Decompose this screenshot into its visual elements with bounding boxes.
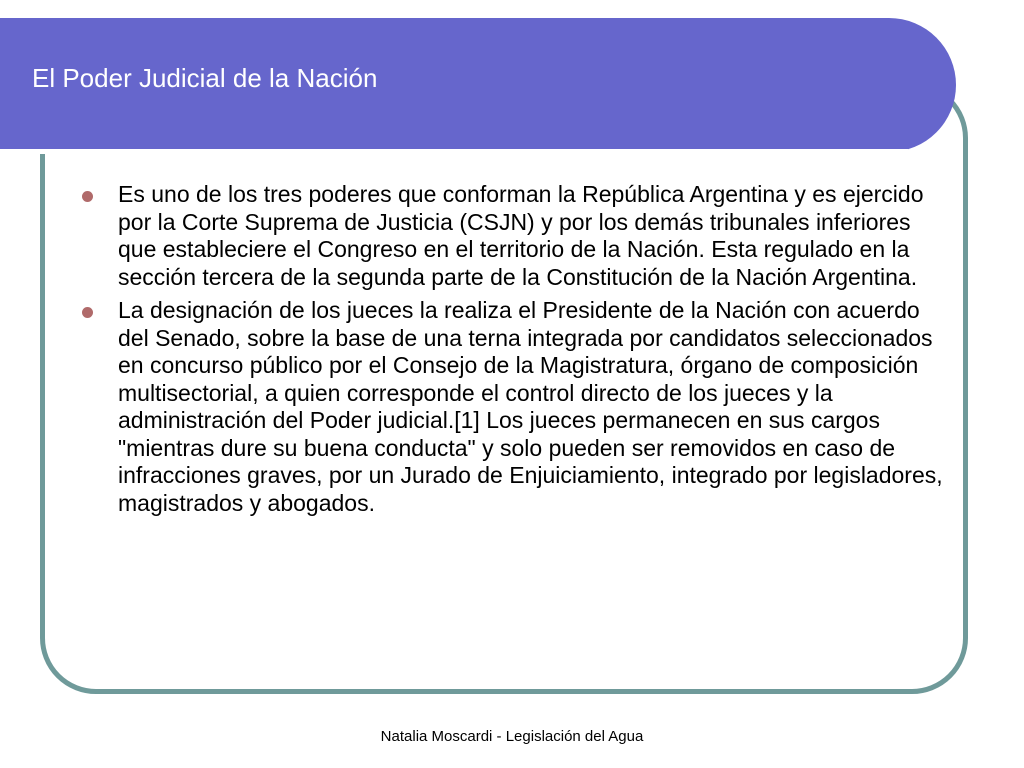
slide-title: El Poder Judicial de la Nación: [32, 63, 378, 93]
footer-text: Natalia Moscardi - Legislación del Agua: [380, 728, 644, 745]
slide-footer: [0, 727, 1024, 747]
bullet-icon: [82, 307, 93, 318]
bullet-text: Es uno de los tres poderes que conforman la República Argentina y es ejercido por la Corte Suprema de Justicia (CSJN) y por los demás tribunales inferiores que estableciere el Congreso en el territorio de la Nación. Esta regulado en la sección tercera de la segunda parte de la Constitución de la Nación Argentina.: [118, 181, 924, 290]
title-underline: [0, 149, 908, 154]
bullet-list: [80, 181, 952, 523]
list-item: [80, 297, 952, 517]
list-item: [80, 181, 952, 291]
bullet-icon: [82, 191, 93, 202]
bullet-text: La designación de los jueces la realiza el Presidente de la Nación con acuerdo del Senado, sobre la base de una terna integrada por candidatos seleccionados en concurso público por el Consejo de la Magistratura, órgano de composición multisectorial, a quien corresponde el control directo de los jueces y la administración del Poder judicial.[1] Los jueces permanecen en sus cargos "mientras dure su buena conducta" y solo pueden ser removidos en caso de infracciones graves, por un Jurado de Enjuiciamiento, integrado por legisladores, magistrados y abogados.: [118, 297, 943, 516]
